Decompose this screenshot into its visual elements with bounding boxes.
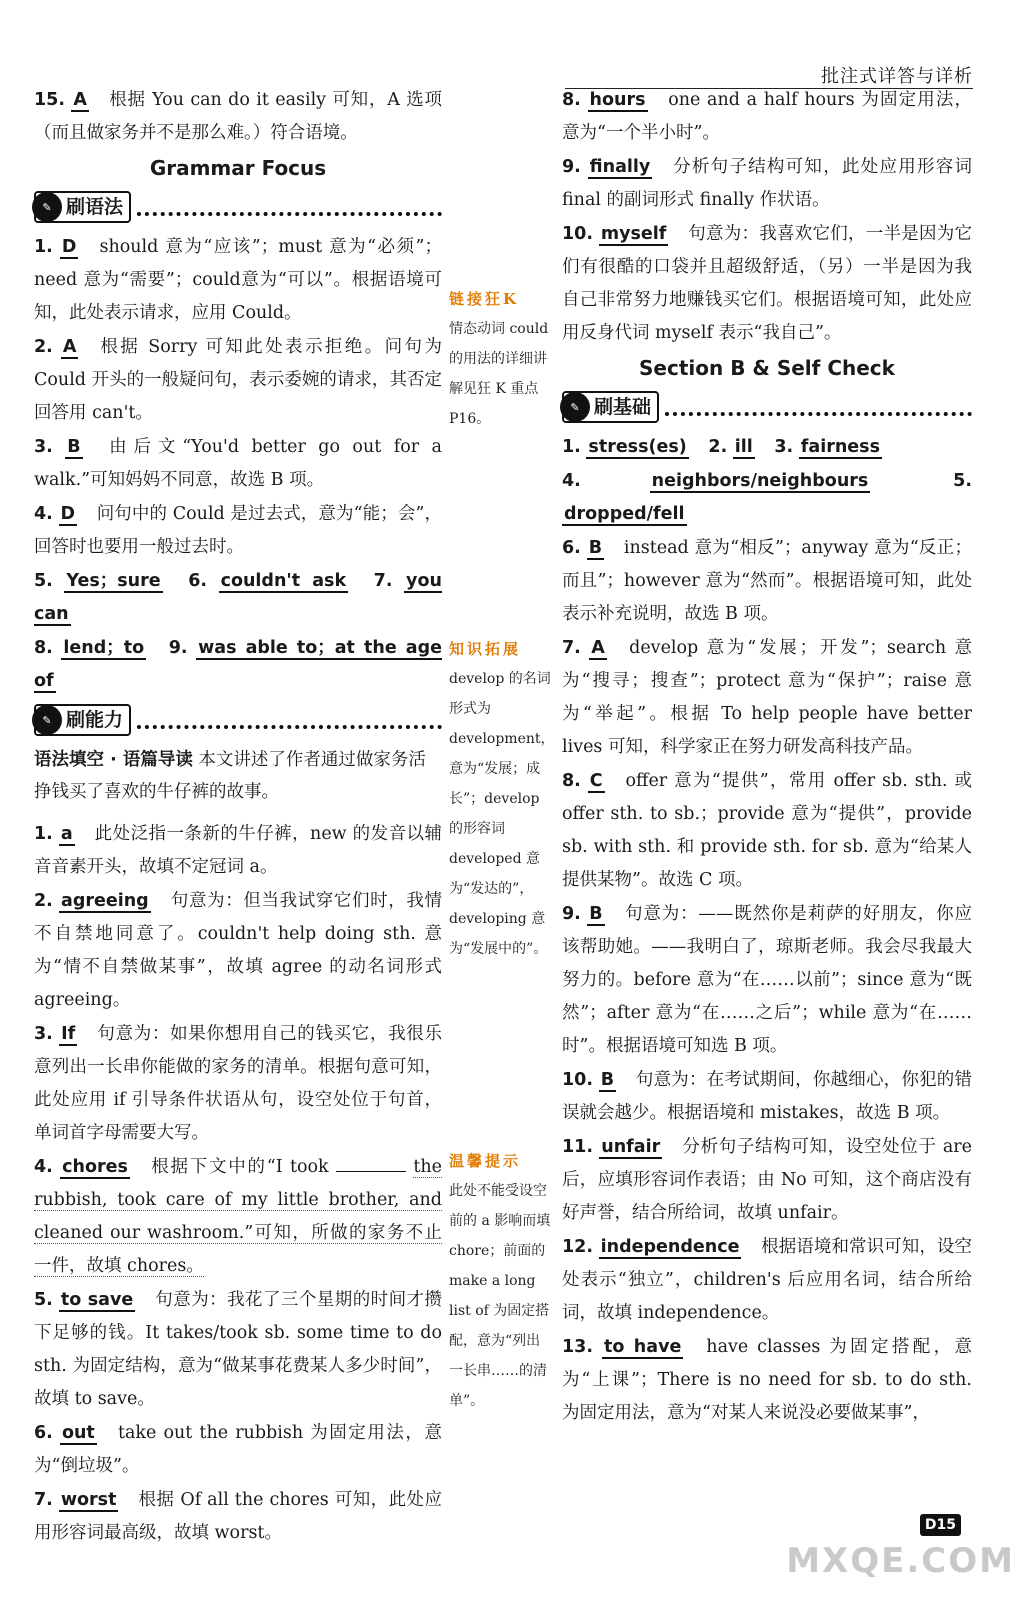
item-explanation: 根据 Sorry 可知此处表示拒绝。问句为 Could 开头的一般疑问句，表示委婉的请求，其否定回答用 can't。 <box>34 337 442 423</box>
item-answer: Yes；sure <box>66 571 161 591</box>
tag-grammar <box>34 191 131 223</box>
answer-item <box>34 1151 442 1283</box>
item-explanation: 句意为：我喜欢它们，一半是因为它们有很酷的口袋并且超级舒适，（另）一半是因为我自己非常努力地赚钱买它们。根据语境可知，此处应用反身代词 myself 表示“我自己”。 <box>562 224 972 343</box>
tag-row-ability <box>34 702 442 738</box>
dotted-divider <box>665 398 972 416</box>
item-explanation: 问句中的 Could 是过去式，意为“能；会”，回答时也要用一般过去时。 <box>34 504 442 557</box>
item-number: 11. <box>562 1137 594 1157</box>
item-answer: A <box>591 638 605 658</box>
item-answer: you can <box>34 571 442 624</box>
item-explanation: 根据 You can do it easily 可知，A 选项（而且做家务并不是那么难。）符合语境。 <box>34 90 442 143</box>
item-number: 10. <box>562 1070 594 1090</box>
item-answer: finally <box>589 157 651 177</box>
tag-row-basic <box>562 389 972 425</box>
item-explanation: 句意为：——既然你是莉萨的好朋友，你应该帮助她。——我明白了，琼斯老师。我会尽我最大努力的。before 意为“在……以前”；since 意为“既然”；after 意为“在……之后”；while 意为“在……时”。根据语境可知选 B 项。 <box>562 904 972 1056</box>
item-number: 1. <box>34 237 53 257</box>
item-explanation: 根据语境和常识可知，设空处表示“独立”，children's 后应用名词，结合所给词，故填 independence。 <box>562 1237 972 1323</box>
item-answer: was able to；at the age of <box>34 638 442 691</box>
item-explanation: 句意为：但当我试穿它们时，我情不自禁地同意了。couldn't help doing sth. 意为“情不自禁做某事”，故填 agree 的动名词形式 agreeing。 <box>34 891 442 1010</box>
answer-item <box>34 231 442 330</box>
side-note-link-head: 链接狂K <box>449 290 520 308</box>
item-answer: lend；to <box>63 638 145 658</box>
item-number: 2. <box>34 891 53 911</box>
side-note-tip-head: 温馨提示 <box>449 1152 522 1170</box>
item-answer: B <box>67 437 81 457</box>
item-answer: fairness <box>800 437 880 457</box>
item-explanation: have classes 为固定搭配，意为“上课”；There is no need for sb. to do sth. 为固定用法，意为“对某人来说没必要做某事”， <box>562 1337 972 1423</box>
tag-ability <box>34 704 131 736</box>
answer-item <box>34 1018 442 1150</box>
item-explanation: one and a half hours 为固定用法，意为“一个半小时”。 <box>562 90 972 143</box>
item-number: 3. <box>774 437 794 457</box>
item-number: 5. <box>953 471 972 491</box>
answer-row <box>34 632 442 698</box>
side-note-tip <box>449 1146 553 1416</box>
item-number: 5. <box>34 571 53 591</box>
item-answer: ill <box>734 437 753 457</box>
item-answer: to have <box>603 1337 682 1357</box>
answer-item <box>34 818 442 884</box>
item-answer: B <box>589 904 603 924</box>
item-number: 6. <box>188 571 208 591</box>
answer-row <box>562 465 972 531</box>
item-number: 15. <box>34 90 66 110</box>
item-answer: a <box>60 824 73 844</box>
item-number: 9. <box>562 157 581 177</box>
dotted-divider <box>137 711 442 729</box>
answer-item <box>34 1284 442 1416</box>
item-answer: D <box>60 504 76 524</box>
item-number: 8. <box>562 90 581 110</box>
section-title-grammar-focus: Grammar Focus <box>149 156 327 180</box>
answer-row <box>34 565 442 631</box>
item-explanation: instead 意为“相反”；anyway 意为“反正；而且”；however 意为“然而”。根据语境可知，此处表示补充说明，故选 B 项。 <box>562 538 972 624</box>
item-answer: If <box>61 1024 76 1044</box>
item-number: 5. <box>34 1290 53 1310</box>
item-number: 2. <box>34 337 53 357</box>
item-number: 7. <box>373 571 393 591</box>
dotted-divider <box>137 198 442 216</box>
answer-item <box>562 532 972 631</box>
item-explanation: 句意为：在考试期间，你越细心，你犯的错误就会越少。根据语境和 mistakes，故选 B 项。 <box>562 1070 972 1123</box>
item-number: 13. <box>562 1337 594 1357</box>
item-answer: to save <box>60 1290 134 1310</box>
item-explanation: offer 意为“提供”，常用 offer sb. sth. 或 offer sth. to sb.；provide 意为“提供”，provide sb. with sth. 和 provide sth. for sb. 意为“给某人提供某物”。故选 C 项。 <box>562 771 972 890</box>
item-explanation: 句意为：如果你想用自己的钱买它，我很乐意列出一长串你能做的家务的清单。根据句意可知，此处应用 if 引导条件状语从句，设空处位于句首，单词首字母需要大写。 <box>34 1024 442 1143</box>
item-answer: agreeing <box>61 891 149 911</box>
answer-item <box>562 84 972 150</box>
right-column <box>562 84 972 1431</box>
item-answer: A <box>62 337 77 357</box>
item-explanation: 此处泛指一条新的牛仔裤，new 的发音以辅音音素开头，故填不定冠词 a。 <box>34 824 442 877</box>
passage-guide-text: 本文讲述了作者通过做家务活挣钱买了喜欢的牛仔裤的故事。 <box>34 750 426 802</box>
item-answer: dropped/fell <box>564 504 685 524</box>
item-answer: D <box>61 237 77 257</box>
item-answer: chores <box>62 1157 128 1177</box>
fill-blank <box>336 1171 406 1172</box>
item-number: 4. <box>34 504 53 524</box>
brush-badge-icon: ✎ <box>32 192 62 222</box>
answer-item <box>562 1064 972 1130</box>
tag-basic-label: 刷基础 <box>594 395 652 418</box>
side-notes-column <box>449 0 557 1600</box>
item-answer: independence <box>600 1237 740 1257</box>
item-number: 9. <box>562 904 581 924</box>
item-answer: C <box>589 771 603 791</box>
item-number: 3. <box>34 437 53 457</box>
item-answer: unfair <box>601 1137 661 1157</box>
page-header-title: 批注式详答与详析 <box>821 66 973 87</box>
item-explanation: 句意为：我花了三个星期的时间才攒下足够的钱。It takes/took sb. some time to do sth. 为固定结构，意为“做某事花费某人多少时间”，故填 to save。 <box>34 1290 442 1409</box>
item-answer: myself <box>600 224 667 244</box>
tag-ability-label: 刷能力 <box>66 708 124 731</box>
item-number: 12. <box>562 1237 594 1257</box>
item-number: 7. <box>34 1490 53 1510</box>
item-explanation: the rubbish, took care of my little brother, and cleaned our washroom.”可知，所做的家务不止一件，故填 chores。 <box>34 1157 442 1276</box>
item-number: 9. <box>168 638 188 658</box>
answer-item <box>562 765 972 897</box>
item-explanation: 分析句子结构可知，此处应用形容词 final 的副词形式 finally 作状语。 <box>562 157 972 210</box>
tag-basic <box>562 391 659 423</box>
item-answer: worst <box>60 1490 117 1510</box>
item-number: 4. <box>34 1157 53 1177</box>
answer-row <box>562 431 972 464</box>
item-explanation: 由后文“You'd better go out for a walk.”可知妈妈不同意，故选 B 项。 <box>34 437 442 490</box>
answer-item <box>34 885 442 1017</box>
item-number: 3. <box>34 1024 53 1044</box>
side-note-extension-text: develop 的名词形式为 development，意为“发展；成长”；develop 的形容词 developed 意为“发达的”，developing 意为“发展中的”。 <box>449 671 555 957</box>
left-column <box>34 84 442 1551</box>
answer-item <box>562 1131 972 1230</box>
item-number: 8. <box>562 771 581 791</box>
answer-item <box>562 898 972 1063</box>
answer-item <box>562 1331 972 1430</box>
item-answer: B <box>588 538 603 558</box>
item-number: 6. <box>562 538 581 558</box>
side-note-extension <box>449 634 553 964</box>
answer-item <box>562 632 972 764</box>
item-explanation: 根据 Of all the chores 可知，此处应用形容词最高级，故填 worst。 <box>34 1490 442 1543</box>
item-explanation: take out the rubbish 为固定用法，意为“倒垃圾”。 <box>34 1423 442 1476</box>
answer-item <box>34 84 442 150</box>
item-number: 4. <box>562 471 581 491</box>
passage-guide <box>34 744 442 808</box>
side-note-link <box>449 284 553 434</box>
item-answer: couldn't ask <box>220 571 347 591</box>
side-note-extension-head: 知识拓展 <box>449 640 522 658</box>
item-number: 1. <box>34 824 53 844</box>
item-number: 1. <box>562 437 581 457</box>
item-answer: hours <box>589 90 646 110</box>
answer-item <box>34 431 442 497</box>
item-explanation: should 意为“应该”；must 意为“必须”；need 意为“需要”；could意为“可以”。根据语境可知，此处表示请求，应用 Could。 <box>34 237 442 323</box>
item-answer: B <box>600 1070 615 1090</box>
section-title-section-b: Section B & Self Check <box>639 356 895 380</box>
watermark-logo: MXQE.COM <box>786 1541 1015 1581</box>
item-number: 6. <box>34 1423 53 1443</box>
item-number: 8. <box>34 638 53 658</box>
item-explanation: 分析句子结构可知，设空处位于 are 后，应填形容词作表语；由 No 可知，这个商店没有好声誉，结合所给词，故填 unfair。 <box>562 1137 972 1223</box>
item-number: 7. <box>562 638 581 658</box>
item-explanation: 根据下文中的“I took <box>151 1157 329 1177</box>
tag-grammar-label: 刷语法 <box>66 195 124 218</box>
item-answer: out <box>61 1423 95 1443</box>
answer-item <box>562 1231 972 1330</box>
brush-badge-icon: ✎ <box>560 392 590 422</box>
answer-item <box>34 1484 442 1550</box>
item-explanation: develop 意为“发展；开发”；search 意为“搜寻；搜查”；protect 意为“保护”；raise 意为“举起”。根据 To help people have better lives 可知，科学家正在努力研发高科技产品。 <box>562 638 972 757</box>
answer-item <box>562 151 972 217</box>
answer-item <box>562 218 972 350</box>
item-number: 2. <box>708 437 728 457</box>
page-number: D15 <box>920 1514 961 1536</box>
answer-item <box>34 1417 442 1483</box>
passage-guide-title: 语法填空 · 语篇导读 <box>34 750 193 770</box>
side-note-tip-text: 此处不能受设空前的 a 影响而填 chore；前面的 make a long list of 为固定搭配，意为“列出一长串……的清单”。 <box>449 1183 551 1409</box>
answer-item <box>34 331 442 430</box>
brush-badge-icon: ✎ <box>32 705 62 735</box>
side-note-link-text: 情态动词 could 的用法的详细讲解见狂 K 重点 P16。 <box>449 321 549 427</box>
item-answer: neighbors/neighbours <box>651 471 869 491</box>
item-number: 10. <box>562 224 594 244</box>
item-answer: stress(es) <box>588 437 687 457</box>
item-answer: A <box>73 90 87 110</box>
tag-row-grammar <box>34 189 442 225</box>
answer-item <box>34 498 442 564</box>
